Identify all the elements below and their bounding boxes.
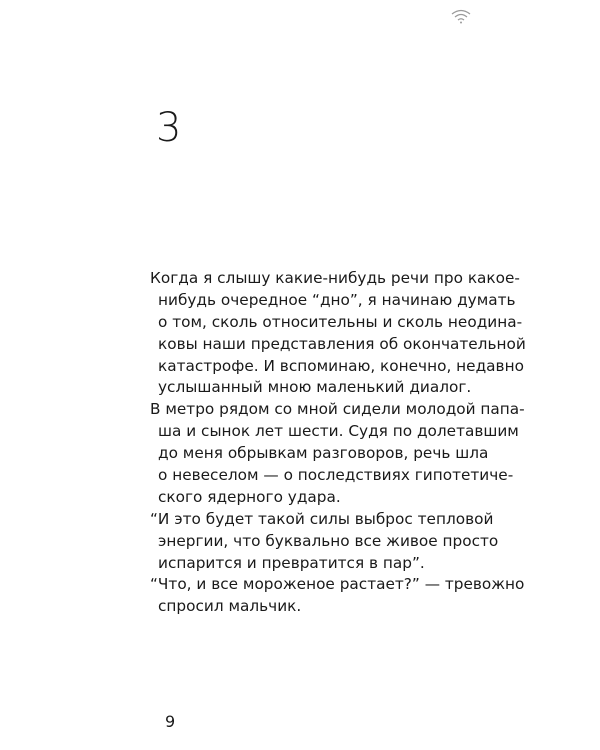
text-line: Когда я слышу какие-нибудь речи про какое- — [150, 269, 520, 287]
text-line: ковы наши представления об окончательной — [158, 334, 526, 353]
text-line: катастрофе. И вспоминаю, конечно, недавно — [158, 356, 524, 375]
page-number: 9 — [165, 712, 176, 731]
text-line: энергии, что буквально все живое просто — [158, 531, 499, 550]
text-line: В метро рядом со мной сидели молодой папа- — [150, 400, 525, 419]
text-line: “И это будет такой силы выброс тепловой — [150, 509, 494, 528]
text-line: услышанный мною маленький диалог. — [158, 378, 472, 397]
text-line: ша и сынок лет шести. Судя по долетавшим — [158, 422, 519, 441]
text-line: о том, сколь относительны и сколь неодина- — [158, 312, 523, 331]
chapter-text — [150, 268, 526, 618]
wifi-icon — [450, 8, 472, 24]
text-line: “Что, и все мороженое растает?” — тревожно — [150, 575, 525, 594]
paragraph-3 — [150, 509, 499, 575]
text-line: испарится и превратится в пар”. — [158, 553, 425, 572]
text-line: ского ядерного удара. — [158, 487, 341, 506]
text-line: спросил мальчик. — [158, 597, 302, 616]
text-line: нибудь очередное “дно”, я начинаю думать — [158, 290, 516, 309]
text-line: до меня обрывкам разговоров, речь шла — [158, 444, 489, 463]
paragraph-4 — [150, 574, 525, 618]
paragraph-1 — [150, 268, 526, 399]
text-line: о невеселом — о последствиях гипотетиче- — [158, 466, 514, 485]
chapter-number: 3 — [156, 105, 182, 151]
paragraph-2 — [150, 399, 525, 508]
